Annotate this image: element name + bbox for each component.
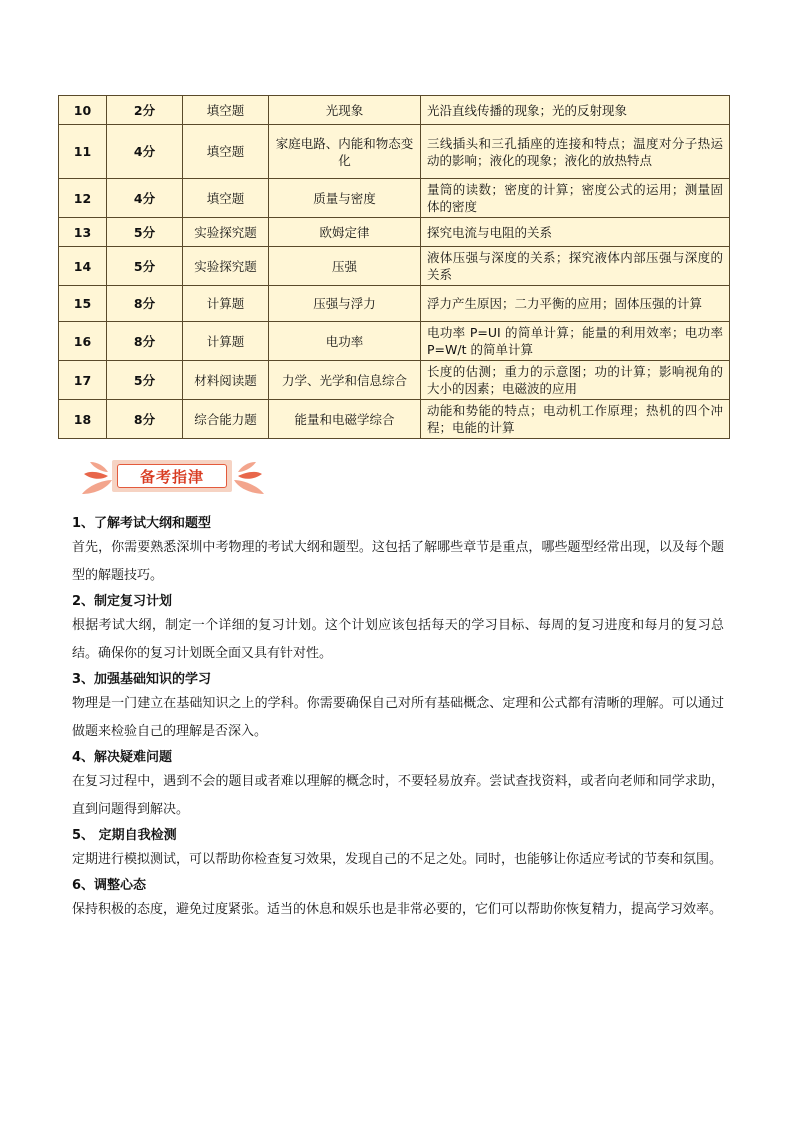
question-type-cell: 综合能力题 [183,400,269,439]
question-type-cell: 填空题 [183,125,269,179]
question-number-cell: 12 [59,179,107,218]
knowledge-detail-cell: 光沿直线传播的现象；光的反射现象 [421,96,730,125]
knowledge-detail-cell: 浮力产生原因；二力平衡的应用；固体压强的计算 [421,286,730,322]
table-row [59,247,730,286]
guide-heading: 1、了解考试大纲和题型 [72,516,212,531]
table-row [59,218,730,247]
exam-analysis-table [58,95,730,439]
table-row [59,400,730,439]
banner-title: 备考指津 [139,467,204,486]
table-body [59,96,730,439]
guide-item [72,876,724,924]
question-number-cell: 13 [59,218,107,247]
guide-paragraph: 首先，你需要熟悉深圳中考物理的考试大纲和题型。这包括了解哪些章节是重点，哪些题型经常出现，以及每个题型的解题技巧。 [72,540,724,583]
question-type-cell: 填空题 [183,96,269,125]
question-number-cell: 15 [59,286,107,322]
topic-cell: 电功率 [269,322,421,361]
knowledge-detail-cell: 长度的估测；重力的示意图；功的计算；影响视角的大小的因素；电磁波的应用 [421,361,730,400]
topic-cell: 压强 [269,247,421,286]
score-cell: 4分 [107,179,183,218]
question-number-cell: 11 [59,125,107,179]
guide-paragraph: 保持积极的态度，避免过度紧张。适当的休息和娱乐也是非常必要的，它们可以帮助你恢复精力，提高学习效率。 [72,902,723,917]
guide-item [72,514,724,590]
table-row [59,286,730,322]
table-row [59,322,730,361]
score-cell: 2分 [107,96,183,125]
knowledge-detail-cell: 电功率 P=UI 的简单计算；能量的利用效率；电功率 P=W/t 的简单计算 [421,322,730,361]
banner-box [112,460,232,492]
banner-frame [117,464,227,488]
knowledge-detail-cell: 三线插头和三孔插座的连接和特点；温度对分子热运动的影响；液化的现象；液化的放热特点 [421,125,730,179]
guide-paragraph: 物理是一门建立在基础知识之上的学科。你需要确保自己对所有基础概念、定理和公式都有清晰的理解。可以通过做题来检验自己的理解是否深入。 [72,696,724,739]
score-cell: 5分 [107,361,183,400]
question-type-cell: 材料阅读题 [183,361,269,400]
guide-item [72,748,724,824]
topic-cell: 家庭电路、内能和物态变化 [269,125,421,179]
guide-heading: 4、解决疑难问题 [72,750,173,765]
guide-paragraph: 在复习过程中，遇到不会的题目或者难以理解的概念时，不要轻易放弃。尝试查找资料，或者向老师和同学求助，直到问题得到解决。 [72,774,724,817]
question-type-cell: 实验探究题 [183,247,269,286]
guide-heading: 5、 定期自我检测 [72,828,177,843]
score-cell: 8分 [107,400,183,439]
right-leaf-decoration-icon [228,458,268,498]
score-cell: 5分 [107,218,183,247]
question-type-cell: 计算题 [183,322,269,361]
topic-cell: 光现象 [269,96,421,125]
score-cell: 8分 [107,322,183,361]
table-row [59,125,730,179]
question-number-cell: 17 [59,361,107,400]
guide-item [72,670,724,746]
guide-item [72,592,724,668]
guide-heading: 2、制定复习计划 [72,594,173,609]
guide-heading: 6、调整心态 [72,878,147,893]
topic-cell: 压强与浮力 [269,286,421,322]
preparation-guide [72,512,724,925]
table-row [59,96,730,125]
guide-paragraph: 根据考试大纲，制定一个详细的复习计划。这个计划应该包括每天的学习目标、每周的复习进度和每月的复习总结。确保你的复习计划既全面又具有针对性。 [72,618,724,661]
knowledge-detail-cell: 量筒的读数；密度的计算；密度公式的运用；测量固体的密度 [421,179,730,218]
question-type-cell: 计算题 [183,286,269,322]
knowledge-detail-cell: 动能和势能的特点；电动机工作原理；热机的四个冲程；电能的计算 [421,400,730,439]
table-row [59,179,730,218]
table-row [59,361,730,400]
score-cell: 4分 [107,125,183,179]
score-cell: 5分 [107,247,183,286]
topic-cell: 欧姆定律 [269,218,421,247]
topic-cell: 质量与密度 [269,179,421,218]
guide-item [72,826,724,874]
question-number-cell: 18 [59,400,107,439]
question-number-cell: 16 [59,322,107,361]
question-number-cell: 10 [59,96,107,125]
score-cell: 8分 [107,286,183,322]
topic-cell: 能量和电磁学综合 [269,400,421,439]
knowledge-detail-cell: 探究电流与电阻的关系 [421,218,730,247]
guide-paragraph: 定期进行模拟测试，可以帮助你检查复习效果，发现自己的不足之处。同时，也能够让你适应考试的节奏和氛围。 [72,852,723,867]
guide-heading: 3、加强基础知识的学习 [72,672,212,687]
topic-cell: 力学、光学和信息综合 [269,361,421,400]
question-number-cell: 14 [59,247,107,286]
question-type-cell: 实验探究题 [183,218,269,247]
section-banner [78,456,268,498]
knowledge-detail-cell: 液体压强与深度的关系；探究液体内部压强与深度的关系 [421,247,730,286]
question-type-cell: 填空题 [183,179,269,218]
